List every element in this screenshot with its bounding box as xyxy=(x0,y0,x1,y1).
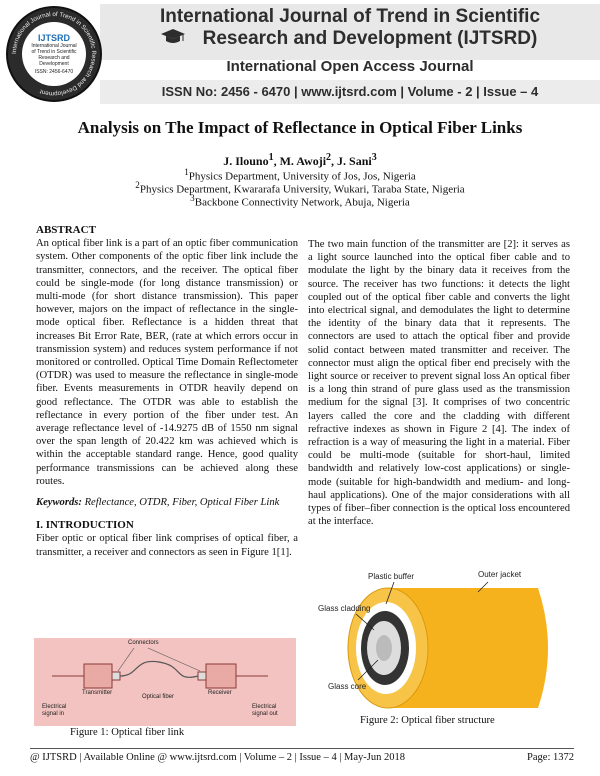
logo-center xyxy=(22,22,86,86)
logo-inner-line: of Trend in Scientific xyxy=(31,49,77,55)
transmitter-block xyxy=(84,664,112,688)
author-list: J. Ilouno$^1$, M. Awoji$^2$, J. Sani$^3$ xyxy=(223,152,377,168)
connector-left xyxy=(112,672,120,680)
receiver-block xyxy=(206,664,236,688)
label-transmitter: Transmitter xyxy=(82,690,113,696)
author-name: M. Awoji xyxy=(279,154,327,168)
author-name: J. Sani xyxy=(337,154,372,168)
logo-inner-line: Development xyxy=(39,61,69,67)
connector-right xyxy=(198,672,206,680)
logo-abbr: IJTSRD xyxy=(37,33,70,43)
affiliation-text: Physics Department, Kwararafa University, Wukari, Taraba State, Nigeria xyxy=(139,183,465,196)
glass-core xyxy=(376,635,392,661)
optical-fiber-line xyxy=(120,661,198,677)
issn-line: ISSN No: 2456 - 6470 | www.ijtsrd.com | Volume - 2 | Issue – 4 xyxy=(161,84,539,99)
affiliation xyxy=(0,193,600,209)
left-column xyxy=(36,224,298,559)
label-plastic-buffer: Plastic buffer xyxy=(368,572,415,581)
journal-logo xyxy=(6,6,102,102)
footer-divider xyxy=(30,748,574,749)
author-name: J. Ilouno xyxy=(223,154,269,168)
keywords-label: Keywords: xyxy=(36,497,82,509)
journal-title-line2: Research and Development (IJTSRD) xyxy=(202,28,538,49)
affiliation-text: Backbone Connectivity Network, Abuja, Nigeria xyxy=(194,196,410,209)
page-number: Page: 1372 xyxy=(527,752,574,763)
page-footer xyxy=(30,752,574,763)
right-column xyxy=(308,238,570,528)
journal-title-line1: International Journal of Trend in Scientific xyxy=(159,6,541,27)
open-access-label: International Open Access Journal xyxy=(226,58,474,75)
logo-ring-text: International Journal of Trend in Scientific Research and Development xyxy=(10,10,98,98)
author-sup: 3 xyxy=(371,152,377,163)
author-sup: 1 xyxy=(268,152,274,163)
affiliation-sup: 2 xyxy=(135,180,140,190)
right-column-text: The two main function of the transmitter are [2]: it serves as a light source launched into the optical fiber cable and to modulate the light by the binary data it receives from the source. The receiver has two functions: it detects the light coupled out of the optical fiber cable and converts the light into electrical signal, and demodulates the light to determine the identity of the binary data that it represents. The connectors are used to attach the optical fiber and provide solid contact between mated transmitter and receiver. The connector must align the optical fiber end precisely with the light source or receiver to prevent signal loss An optical fiber is a long thin strand of pure glass used as the transmission medium for the signal [3]. It comprises of two concentric layers called the core and the cladding with different refractive indexes as shown in Figure 2 [4]. The index of refraction is a way of measuring the light in a material. Fiber could be multi-mode (suitable for short-haul, limited bandwidth and relatively low-cost applications) or single-mode (suitable for high-bandwidth and medium- and long-haul applications). One of the major considerations with all types of fiber–fiber connection is the optical loss encountered at the interface. xyxy=(308,239,570,528)
label-optical-fiber: Optical fiber xyxy=(142,694,175,700)
label-connectors: Connectors xyxy=(128,640,159,646)
logo-inner-line: Research and xyxy=(38,55,70,61)
abstract-text: An optical fiber link is a part of an optic fiber communication system. Other components of the optic fiber link include the transmitter, connectors, and the receiver. The optical fiber could be single-mode (for long distance transmission) or multi-mode (for short distance transmission). This paper however, majors on the impact of reflectance in the single-mode optical fiber. Reflectance is a hidden threat that increases Bit Error Rate, BER, (rate at which errors occur in transmission system) and reduces system performance if not monitored or controlled. Optical Time Domain Reflectometer (OTDR) was used to measure the reflectance in single-mode fiber. Events measurements in OTDR heavily depend on good reflectance. The OTDR was able to establish the reflectance in every portion of the fiber under test. An average reflectance level of -14.9275 dB of 1550 nm signal over the span length of 20.422 km was achieved which is within the acceptable standard range. Hence, good quality performance transmissions can be achieved along these routes. xyxy=(36,238,298,487)
affiliation-sup: 3 xyxy=(190,193,195,203)
label-outer-jacket: Outer jacket xyxy=(478,570,522,579)
label-receiver: Receiver xyxy=(208,690,232,696)
logo-issn: ISSN: 2456-6470 xyxy=(34,69,74,75)
author-sup: 2 xyxy=(326,152,332,163)
paper-title: Analysis on The Impact of Reflectance in Optical Fiber Links xyxy=(77,118,523,137)
logo-inner-line: International Journal xyxy=(31,43,77,49)
abstract-heading: ABSTRACT xyxy=(36,224,96,236)
figure-2-optical-fiber-structure xyxy=(318,568,566,710)
affiliation-text: Physics Department, University of Jos, Jos, Nigeria xyxy=(188,170,416,183)
footer-info: @ IJTSRD | Available Online @ www.ijtsrd.com | Volume – 2 | Issue – 4 | May-Jun 2018 xyxy=(30,752,406,763)
label-glass-core: Glass core xyxy=(328,682,367,691)
graduation-cap-icon xyxy=(160,28,186,46)
intro-text: Fiber optic or optical fiber link comprises of optical fiber, a transmitter, a receiver and connectors as seen in Figure 1[1]. xyxy=(36,533,298,558)
keywords xyxy=(36,496,298,509)
intro-heading: I. INTRODUCTION xyxy=(36,519,134,532)
keywords-text: Reflectance, OTDR, Fiber, Optical Fiber Link xyxy=(84,497,280,509)
figure-1-caption: Figure 1: Optical fiber link xyxy=(70,727,185,738)
label-glass-cladding: Glass cladding xyxy=(318,604,371,613)
affiliation-sup: 1 xyxy=(184,167,189,177)
figure-2-caption: Figure 2: Optical fiber structure xyxy=(360,715,495,726)
label-electrical-out: Electrical signal out xyxy=(252,704,278,717)
label-electrical-in: Electrical signal in xyxy=(42,704,67,717)
connector-pointer xyxy=(118,648,134,671)
figure-1-optical-fiber-link xyxy=(34,638,296,726)
